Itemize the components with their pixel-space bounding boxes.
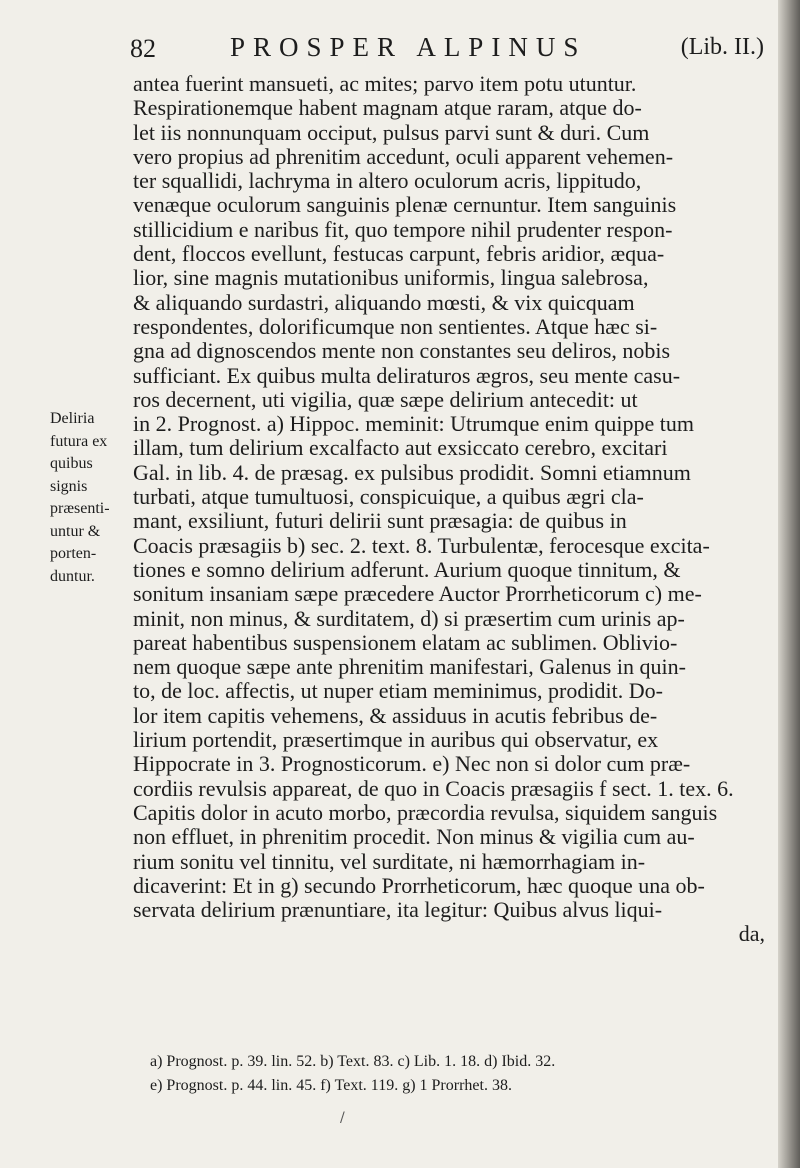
text-line: antea fuerint mansueti, ac mites; parvo item potu utuntur. [133,72,637,96]
text-line: respondentes, dolorificumque non sentientes. Atque hæc si- [133,314,658,339]
text-line: Gal. in lib. 4. de præsag. ex pulsibus prodidit. Somni etiamnum [133,460,691,485]
page-edge-shadow [778,0,800,1168]
text-line: Coacis præsagiis b) sec. 2. text. 8. Turbulentæ, ferocesque excita- [133,533,710,558]
text-line: cordiis revulsis appareat, de quo in Coacis præsagiis f sect. 1. tex. 6. [133,776,734,801]
text-line: rium sonitu vel tinnitu, vel surditate, ni hæmorrhagiam in- [133,849,646,874]
margin-note-line: quibus [50,455,93,472]
page-header [130,28,770,68]
running-title: PROSPER ALPINUS [230,32,587,62]
text-line: turbati, atque tumultuosi, conspicuique, a quibus ægri cla- [133,485,644,510]
margin-note-line: præsenti- [50,500,110,517]
text-line: sonitum insaniam sæpe præcedere Auctor Prorrheticorum c) me- [133,582,702,607]
text-line: tiones e somno delirium adferunt. Aurium quoque tinnitum, & [133,557,681,582]
text-line: da, [738,922,765,947]
text-line: lor item capitis vehemens, & assiduus in acutis febribus de- [133,703,658,728]
footnotes [150,1050,770,1098]
text-line: & aliquando surdastri, aliquando mœsti, & vix quicquam [133,290,635,315]
text-line: Capitis dolor in acuto morbo, præcordia revulsa, siquidem sanguis [133,800,718,825]
page-number: 82 [130,34,156,63]
text-line: servata delirium prænuntiare, ita legitur: Quibus alvus liqui- [133,898,663,923]
text-line: Respirationemque habent magnam atque raram, atque do- [133,96,642,121]
body-text [133,72,765,947]
text-line: dent, floccos evellunt, festucas carpunt, febris aridior, æqua- [133,242,665,267]
text-line: to, de loc. affectis, ut nuper etiam meminimus, prodidit. Do- [133,679,663,704]
text-line: lirium portendit, præsertimque in auribus qui observatur, ex [133,728,659,753]
text-line: vero propius ad phrenitim accedunt, oculi apparent vehemen- [133,144,674,169]
book-reference: (Lib. II.) [680,34,764,60]
text-line: ros decernent, uti vigilia, quæ sæpe delirium antecedit: ut [133,387,638,412]
text-line: illam, tum delirium excalfacto aut exsiccato cerebro, excitari [133,436,668,461]
text-line: nem quoque sæpe ante phrenitim manifestari, Galenus in quin- [133,655,686,680]
text-line: venæque oculorum sanguinis plenæ cernuntur. Item sanguinis [133,193,677,218]
text-line: ter squallidi, lachryma in altero oculorum acris, lippitudo, [133,169,642,194]
text-line: in 2. Prognost. a) Hippoc. meminit: Utrumque enim quippe tum [133,412,694,437]
margin-note-line: signis [50,477,88,495]
text-line: let iis nonnunquam occiput, pulsus parvi sunt & duri. Cum [133,120,650,145]
footnote-line: e) Prognost. p. 44. lin. 45. f) Text. 119. g) 1 Prorrhet. 38. [150,1077,512,1094]
text-line: stillicidium e naribus fit, quo tempore nihil prudenter respon- [133,217,673,242]
margin-note-line: porten- [50,545,97,562]
text-line: Hippocrate in 3. Prognosticorum. e) Nec non si dolor cum præ- [133,752,691,777]
text-line: pareat habentibus suspensionem elatam ac sublimen. Oblivio- [133,630,678,655]
margin-note-line: futura ex [50,432,108,450]
text-line: sufficiant. Ex quibus multa deliraturos ægros, seu mente casu- [133,363,681,388]
text-line: non effluet, in phrenitim procedit. Non minus & vigilia cum au- [133,825,695,850]
text-line: lior, sine magnis mutationibus uniformis, lingua salebrosa, [133,266,649,291]
text-line: minit, non minus, & surditatem, d) si præsertim cum urinis ap- [133,606,685,631]
footnote-line: a) Prognost. p. 39. lin. 52. b) Text. 83. c) Lib. 1. 18. d) Ibid. 32. [150,1053,556,1070]
text-line: gna ad dignoscendos mente non constantes seu deliros, nobis [133,339,671,364]
text-line: mant, exsiliunt, futuri delirii sunt præsagia: de quibus in [133,509,627,534]
stray-mark: / [340,1110,345,1126]
margin-note-line: Deliria [50,410,95,427]
text-line: dicaverint: Et in g) secundo Prorrheticorum, hæc quoque una ob- [133,873,705,898]
margin-note [50,408,130,588]
margin-note-line: duntur. [50,567,95,585]
margin-note-line: untur & [50,522,101,540]
